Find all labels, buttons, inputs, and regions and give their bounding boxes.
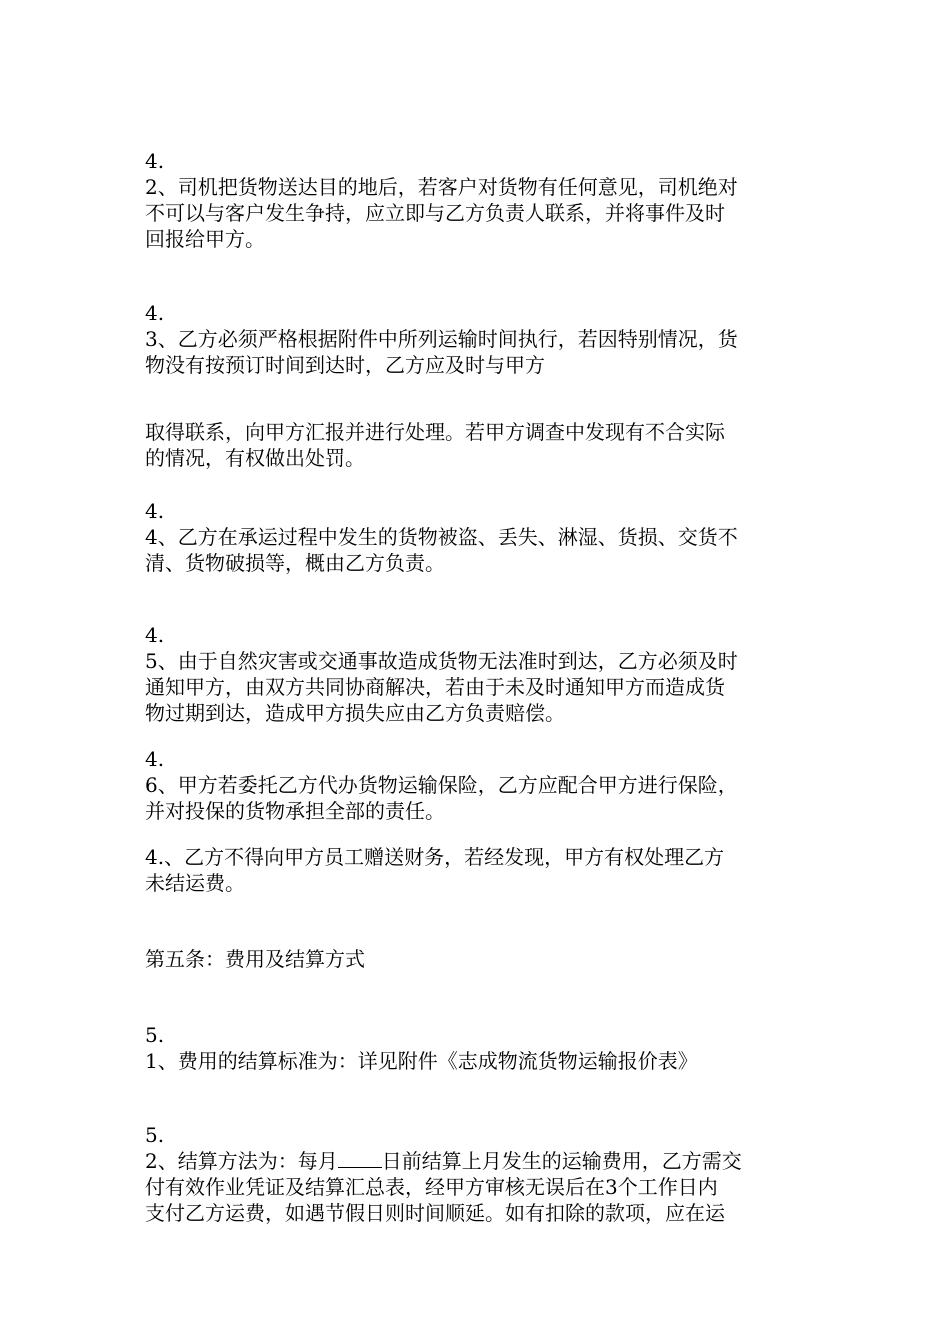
- text-line: 4.、乙方不得向甲方员工赠送财务，若经发现，甲方有权处理乙方: [145, 845, 725, 869]
- text-line: 6、甲方若委托乙方代办货物运输保险，乙方应配合甲方进行保险，: [145, 773, 738, 797]
- paragraph-4-3: [145, 300, 738, 378]
- text-before-blank: 2、结算方法为：每月: [145, 1149, 338, 1173]
- paragraph-4-3-continued: [145, 419, 725, 471]
- section-number: 4.: [145, 149, 165, 173]
- text-line: 付有效作业凭证及结算汇总表，经甲方审核无误后在3个工作日内: [145, 1175, 718, 1199]
- article-5-heading: [145, 946, 365, 972]
- text-line: 清、货物破损等，概由乙方负责。: [145, 551, 445, 575]
- text-line: 物过期到达，造成甲方损失应由乙方负责赔偿。: [145, 701, 565, 725]
- text-line: 4、乙方在承运过程中发生的货物被盗、丢失、淋湿、货损、交货不: [145, 525, 738, 549]
- text-line: [145, 1148, 742, 1174]
- section-heading: 第五条：费用及结算方式: [145, 947, 365, 971]
- paragraph-4-6: [145, 746, 738, 824]
- text-line: 3、乙方必须严格根据附件中所列运输时间执行，若因特别情况，货: [145, 327, 738, 351]
- text-line: 通知甲方，由双方共同协商解决，若由于未及时通知甲方而造成货: [145, 675, 725, 699]
- text-line: 支付乙方运费，如遇节假日则时间顺延。如有扣除的款项，应在运: [145, 1201, 725, 1225]
- paragraph-4-5: [145, 622, 738, 726]
- text-line: 物没有按预订时间到达时，乙方应及时与甲方: [145, 353, 545, 377]
- fill-in-blank[interactable]: [338, 1149, 382, 1168]
- text-line: 不可以与客户发生争持，应立即与乙方负责人联系，并将事件及时: [145, 201, 725, 225]
- text-line: 5、由于自然灾害或交通事故造成货物无法准时到达，乙方必须及时: [145, 649, 738, 673]
- text-line: 回报给甲方。: [145, 227, 265, 251]
- paragraph-5-2: [145, 1122, 742, 1226]
- section-number: 5.: [145, 1123, 165, 1147]
- section-number: 4.: [145, 747, 165, 771]
- section-number: 4.: [145, 499, 165, 523]
- text-line: 的情况，有权做出处罚。: [145, 446, 365, 470]
- paragraph-5-1: [145, 1022, 698, 1074]
- text-line: 未结运费。: [145, 871, 245, 895]
- section-number: 5.: [145, 1023, 165, 1047]
- section-number: 4.: [145, 301, 165, 325]
- text-after-blank: 日前结算上月发生的运输费用，乙方需交: [381, 1149, 742, 1173]
- text-line: 2、司机把货物送达目的地后，若客户对货物有任何意见，司机绝对: [145, 175, 738, 199]
- paragraph-4-7: [145, 844, 724, 896]
- text-line: 取得联系，向甲方汇报并进行处理。若甲方调查中发现有不合实际: [145, 420, 725, 444]
- paragraph-4-2: [145, 148, 738, 252]
- text-line: 并对投保的货物承担全部的责任。: [145, 799, 445, 823]
- text-line: 1、费用的结算标准为：详见附件《志成物流货物运输报价表》: [145, 1049, 698, 1073]
- paragraph-4-4: [145, 498, 738, 576]
- section-number: 4.: [145, 623, 165, 647]
